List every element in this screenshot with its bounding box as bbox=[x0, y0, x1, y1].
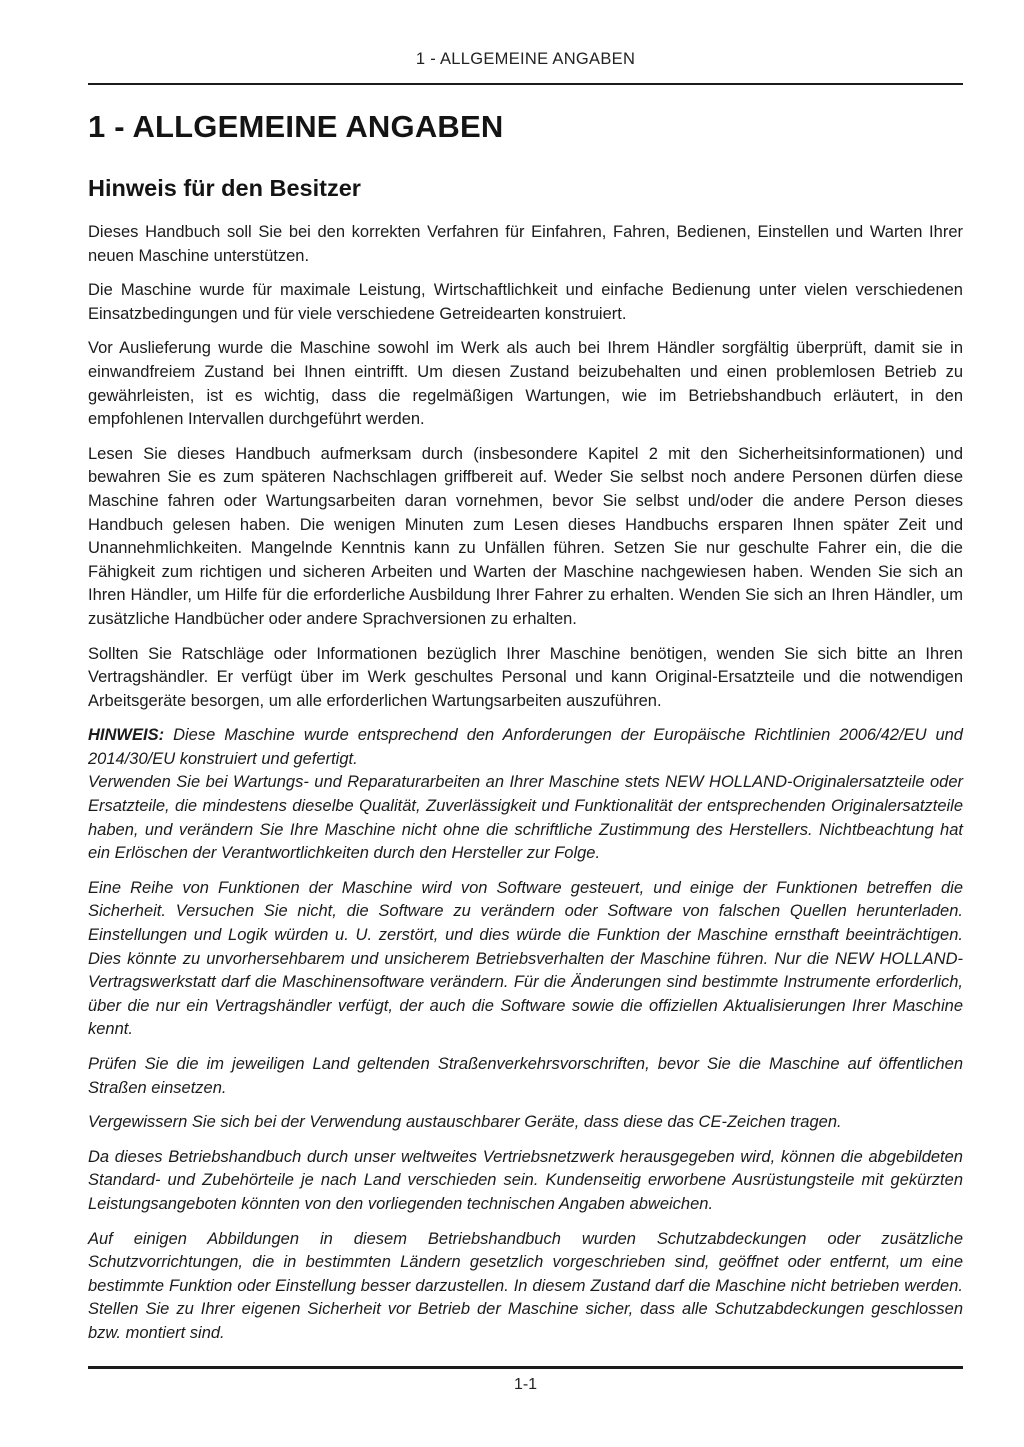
paragraph-regional-differences: Da dieses Betriebshandbuch durch unser weltweites Vertriebsnetzwerk herausgegeben wird, können die abgebildeten Standard- und Zubehörteile je nach Land verschieden sein. Kundenseitig erworbene Ausrüstungsteile mit gekürzten Leistungsangeboten könnten von den vorliegenden technischen Angaben abweichen. bbox=[88, 1147, 963, 1213]
footer-divider bbox=[88, 1366, 963, 1369]
note-text: Diese Maschine wurde entsprechend den Anforderungen der Europäische Richtlinien 2006/42/EU und 2014/30/EU konstruiert und gefertigt. bbox=[88, 726, 963, 768]
body-text bbox=[88, 221, 963, 1346]
paragraph-dealer-support: Sollten Sie Ratschläge oder Informationen bezüglich Ihrer Maschine benötigen, wenden Sie sich bitte an Ihren Vertragshändler. Er verfügt über im Werk geschultes Personal und kann Original-Ersatzteile und die notwendigen Arbeitsgeräte besorgen, um alle erforderlichen Wartungsarbeiten auszuführen. bbox=[88, 644, 963, 710]
paragraph-guards-removed: Auf einigen Abbildungen in diesem Betriebshandbuch wurden Schutzabdeckungen oder zusätzliche Schutzvorrichtungen, die in bestimmten Ländern gesetzlich vorgeschrieben sind, geöffnet oder entfernt, um eine bestimmte Funktion oder Einstellung besser darzustellen. In diesem Zustand darf die Maschine nicht betrieben werden. Stellen Sie zu Ihrer eigenen Sicherheit vor Betrieb der Maschine sicher, dass alle Schutzabdeckungen geschlossen bzw. montiert sind. bbox=[88, 1229, 963, 1342]
note-paragraph bbox=[88, 724, 963, 771]
header-divider bbox=[88, 83, 963, 85]
chapter-title: 1 - ALLGEMEINE ANGABEN bbox=[88, 109, 504, 144]
paragraph-software-notice: Eine Reihe von Funktionen der Maschine wird von Software gesteuert, und einige der Funktionen betreffen die Sicherheit. Versuchen Sie nicht, die Software zu verändern oder Software von falschen Quellen herunterladen. Einstellungen und Logik würden u. U. zerstört, und dies würde die Funktion der Maschine ernsthaft beeinträchtigen. Dies könnte zu unvorhersehbarem und unsicherem Betriebsverhalten der Maschine führen. Nur die NEW HOLLAND-Vertragswerkstatt darf die Maschinensoftware verändern. Für die Änderungen sind bestimmte Instrumente erforderlich, über die nur ein Vertragshändler verfügt, der auch die Software sowie die offiziellen Aktualisierungen Ihrer Maschine kennt. bbox=[88, 878, 963, 1039]
paragraph-pre-delivery-check: Vor Auslieferung wurde die Maschine sowohl im Werk als auch bei Ihrem Händler sorgfältig überprüft, damit sie in einwandfreiem Zustand bei Ihnen eintrifft. Um diesen Zustand beizubehalten und einen problemlosen Betrieb zu gewährleisten, ist es wichtig, dass die regelmäßigen Wartungen, wie im Betriebshandbuch erläutert, in den empfohlenen Intervallen durchgeführt werden. bbox=[88, 339, 963, 429]
note-continuation-paragraph: Verwenden Sie bei Wartungs- und Reparaturarbeiten an Ihrer Maschine stets NEW HOLLAND-Originalersatzteile oder Ersatzteile, die mindestens dieselbe Qualität, Zuverlässigkeit und Funktionalität der entsprechenden Originalersatzteile haben, und verändern Sie Ihre Maschine nicht ohne die schriftliche Zustimmung des Herstellers. Nichtbeachtung hat ein Erlöschen der Verantwortlichkeiten durch den Hersteller zur Folge. bbox=[88, 773, 963, 863]
paragraph-ce-mark: Vergewissern Sie sich bei der Verwendung austauschbarer Geräte, dass diese das CE-Zeichen tragen. bbox=[88, 1113, 842, 1132]
paragraph-read-manual: Lesen Sie dieses Handbuch aufmerksam durch (insbesondere Kapitel 2 mit den Sicherheitsinformationen) und bewahren Sie es zum späteren Nachschlagen griffbereit auf. Weder Sie selbst noch andere Personen dürfen diese Maschine fahren oder Wartungsarbeiten daran vornehmen, bevor Sie selbst und/oder die andere Person dieses Handbuch gelesen haben. Die wenigen Minuten zum Lesen dieses Handbuchs ersparen Ihnen später Zeit und Unannehmlichkeiten. Mangelnde Kenntnis kann zu Unfällen führen. Setzen Sie nur geschulte Fahrer ein, die die Fähigkeit zum richtigen und sicheren Arbeiten und Warten der Maschine nachgewiesen haben. Wenden Sie sich an Ihren Händler, um Hilfe für die erforderliche Ausbildung Ihrer Fahrer zu erhalten. Wenden Sie sich an Ihren Händler, um zusätzliche Handbücher oder andere Sprachversionen zu erhalten. bbox=[88, 444, 963, 628]
page-number: 1-1 bbox=[513, 1376, 538, 1393]
paragraph-machine-design: Die Maschine wurde für maximale Leistung, Wirtschaftlichkeit und einfache Bedienung unter vielen verschiedenen Einsatzbedingungen und für viele verschiedene Getreidearten konstruiert. bbox=[88, 281, 963, 323]
paragraph-owner-notice-1: Dieses Handbuch soll Sie bei den korrekten Verfahren für Einfahren, Fahren, Bedienen, Einstellen und Warten Ihrer neuen Maschine unterstützen. bbox=[88, 223, 963, 265]
paragraph-road-regulations: Prüfen Sie die im jeweiligen Land geltenden Straßenverkehrsvorschriften, bevor Sie die Maschine auf öffentlichen Straßen einsetzen. bbox=[88, 1055, 963, 1097]
page-footer bbox=[88, 1366, 963, 1394]
note-label: HINWEIS: bbox=[88, 726, 165, 745]
section-title: Hinweis für den Besitzer bbox=[88, 175, 361, 201]
running-header: 1 - ALLGEMEINE ANGABEN bbox=[415, 50, 636, 68]
